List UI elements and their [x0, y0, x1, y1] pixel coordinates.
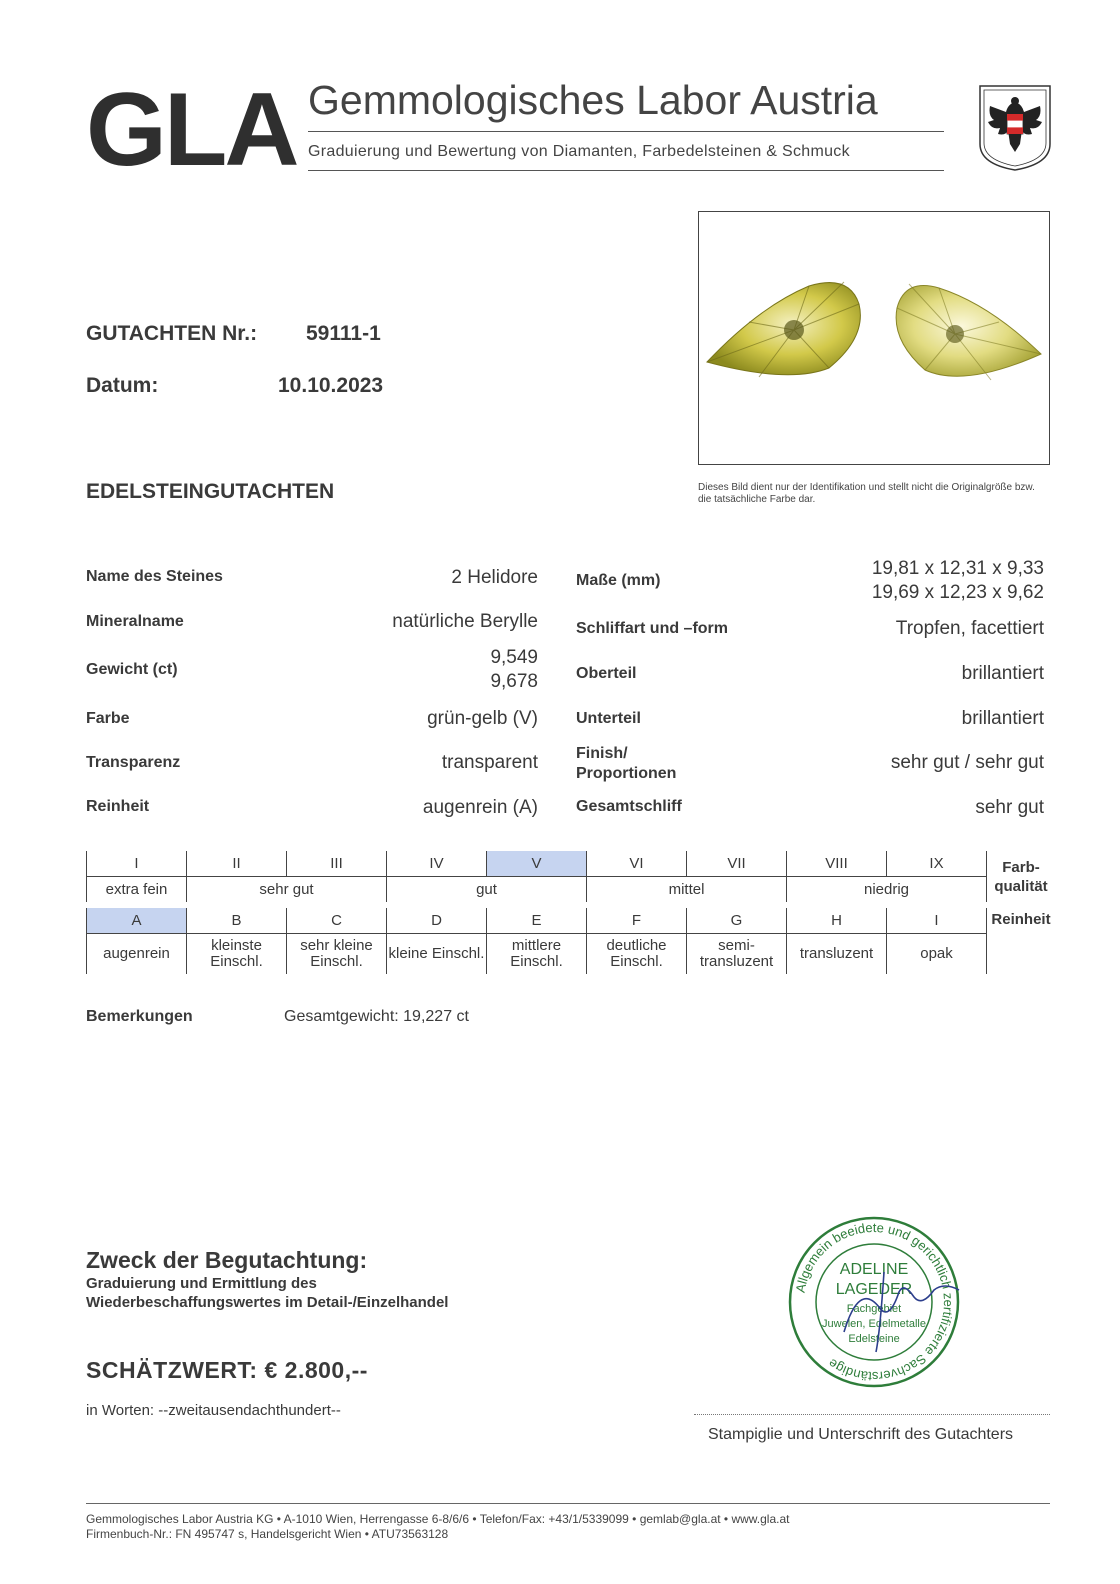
detail-label: Name des Steines: [86, 568, 223, 585]
clarity-grade-cell-selected: A: [87, 908, 187, 934]
color-grade-cell: I: [87, 851, 187, 877]
detail-label: Gesamtschliff: [576, 798, 682, 815]
detail-label: Maße (mm): [576, 572, 661, 589]
detail-value: grün-gelb (V): [427, 708, 538, 729]
austrian-eagle-icon: [976, 82, 1054, 172]
clarity-grade-row: [87, 908, 1052, 934]
stamp-name-1: ADELINE: [839, 1261, 909, 1278]
stone-left: [707, 282, 860, 377]
report-number: 59111-1: [306, 322, 381, 345]
report-number-label: GUTACHTEN Nr.:: [86, 322, 258, 345]
remarks-label: Bemerkungen: [86, 1008, 193, 1025]
clarity-grade-cell: F: [587, 908, 687, 934]
clarity-grade-cell: I: [887, 908, 987, 934]
estimate-label: SCHÄTZWERT:: [86, 1357, 258, 1383]
color-word-cell: extra fein: [87, 877, 187, 903]
stamp-caption: Stampiglie und Unterschrift des Gutachters: [708, 1426, 1014, 1443]
header-rule-bottom: [308, 170, 944, 171]
clarity-grade-cell: C: [287, 908, 387, 934]
detail-value: natürliche Berylle: [392, 611, 538, 632]
detail-label: Reinheit: [86, 798, 150, 815]
stamp-ring-text: Allgemein beeidete und gerichtlich zertifizierte Sachverständige: [792, 1219, 957, 1385]
color-word-cell: niedrig: [787, 877, 987, 903]
footer-line-1: Gemmologisches Labor Austria KG • A-1010 Wien, Herrengasse 6-8/6/6 • Telefon/Fax: +43/1/5339099 • gemlab@gla.at • www.gla.at: [86, 1512, 790, 1526]
stone-photo: [698, 211, 1050, 465]
detail-value: sehr gut / sehr gut: [890, 752, 1044, 773]
clarity-grade-cell: B: [187, 908, 287, 934]
detail-label: Schliffart und –form: [576, 620, 729, 637]
purpose-heading: Zweck der Begutachtung:: [86, 1247, 368, 1273]
footer-line-2: Firmenbuch-Nr.: FN 495747 s, Handelsgericht Wien • ATU73563128: [86, 1527, 449, 1541]
signature-line: [694, 1414, 1050, 1415]
detail-label: Gewicht (ct): [86, 661, 178, 678]
clarity-word-row: [87, 934, 1052, 975]
detail-label: Transparenz: [86, 754, 181, 771]
detail-value: 2 Helidore: [451, 567, 538, 588]
grading-table: [86, 851, 1051, 974]
color-quality-caption: [987, 851, 1052, 902]
detail-value: 9,678: [490, 671, 538, 692]
color-grade-row: [87, 851, 1052, 877]
detail-label: Unterteil: [576, 710, 641, 727]
stamp-role-3: Edelsteine: [848, 1333, 900, 1345]
photo-disclaimer: Dieses Bild dient nur der Identifikation und stellt nicht die Originalgröße bzw. die tatsächliche Farbe dar.: [698, 482, 1035, 505]
clarity-grade-cell: G: [687, 908, 787, 934]
color-word-cell: sehr gut: [187, 877, 387, 903]
remarks-text: Gesamtgewicht: 19,227 ct: [284, 1008, 469, 1025]
color-grade-cell: III: [287, 851, 387, 877]
report-date: 10.10.2023: [278, 374, 384, 397]
detail-value: sehr gut: [975, 797, 1044, 818]
color-word-row: [87, 877, 1052, 903]
clarity-word-cell: mittlere Einschl.: [487, 934, 587, 975]
detail-value: brillantiert: [961, 663, 1044, 684]
gla-logo: GLA: [86, 72, 297, 188]
color-grade-cell: IV: [387, 851, 487, 877]
color-word-cell: mittel: [587, 877, 787, 903]
detail-label: Mineralname: [86, 613, 184, 630]
clarity-word-cell: augenrein: [87, 934, 187, 975]
appraiser-stamp-icon: [784, 1212, 964, 1392]
detail-value: 19,69 x 12,23 x 9,62: [871, 582, 1044, 603]
detail-value: 9,549: [490, 647, 538, 668]
report-type: EDELSTEINGUTACHTEN: [86, 480, 335, 503]
clarity-word-cell: kleine Einschl.: [387, 934, 487, 975]
detail-value: 19,81 x 12,31 x 9,33: [871, 558, 1044, 579]
detail-value: brillantiert: [961, 708, 1044, 729]
detail-label: Oberteil: [576, 665, 637, 682]
color-grade-cell: VII: [687, 851, 787, 877]
detail-label: Farbe: [86, 710, 130, 727]
stamp-role-1: Fachgebiet: [846, 1303, 902, 1315]
stamp-role-2: Juwelen, Edelmetalle: [822, 1318, 926, 1330]
color-grade-cell: VIII: [787, 851, 887, 877]
color-grade-cell: IX: [887, 851, 987, 877]
clarity-grade-cell: E: [487, 908, 587, 934]
clarity-word-cell: transluzent: [787, 934, 887, 975]
clarity-word-cell: semi-transluzent: [687, 934, 787, 975]
stone-right: [896, 284, 1041, 380]
detail-value: transparent: [441, 752, 538, 773]
clarity-word-cell: deutliche Einschl.: [587, 934, 687, 975]
purpose-text: [86, 1274, 448, 1312]
lab-subtitle: Graduierung und Bewertung von Diamanten, Farbedelsteinen & Schmuck: [308, 143, 850, 160]
color-grade-cell: VI: [587, 851, 687, 877]
clarity-word-cell: kleinste Einschl.: [187, 934, 287, 975]
clarity-caption: Reinheit: [991, 911, 1051, 928]
clarity-grade-cell: H: [787, 908, 887, 934]
detail-value: augenrein (A): [422, 797, 538, 818]
color-word-cell: gut: [387, 877, 587, 903]
estimate: [86, 1357, 368, 1384]
estimate-words: in Worten: --zweitausendachthundert--: [86, 1402, 341, 1419]
lab-name: Gemmologisches Labor Austria: [308, 77, 878, 123]
detail-label: Finish/ Proportionen: [576, 745, 677, 782]
grading-scale: [86, 851, 1051, 974]
detail-value: Tropfen, facettiert: [895, 618, 1044, 639]
estimate-value: € 2.800,--: [264, 1357, 368, 1383]
clarity-word-cell: sehr kleine Einschl.: [287, 934, 387, 975]
purpose-line-1: Graduierung und Ermittlung des: [86, 1275, 317, 1292]
color-grade-cell: II: [187, 851, 287, 877]
color-quality-caption-text: Farb-qualität: [994, 858, 1048, 895]
footer-rule: [86, 1503, 1050, 1504]
report-date-label: Datum:: [86, 374, 159, 397]
clarity-grade-cell: D: [387, 908, 487, 934]
footer: [86, 1512, 789, 1542]
purpose-line-2: Wiederbeschaffungswertes im Detail-/Einzelhandel: [86, 1294, 449, 1311]
gemstones-image: [699, 212, 1048, 463]
color-grade-cell-selected: V: [487, 851, 587, 877]
header-rule-top: [308, 131, 944, 132]
clarity-word-cell: opak: [887, 934, 987, 975]
stamp-name-2: LAGEDER: [835, 1281, 913, 1298]
